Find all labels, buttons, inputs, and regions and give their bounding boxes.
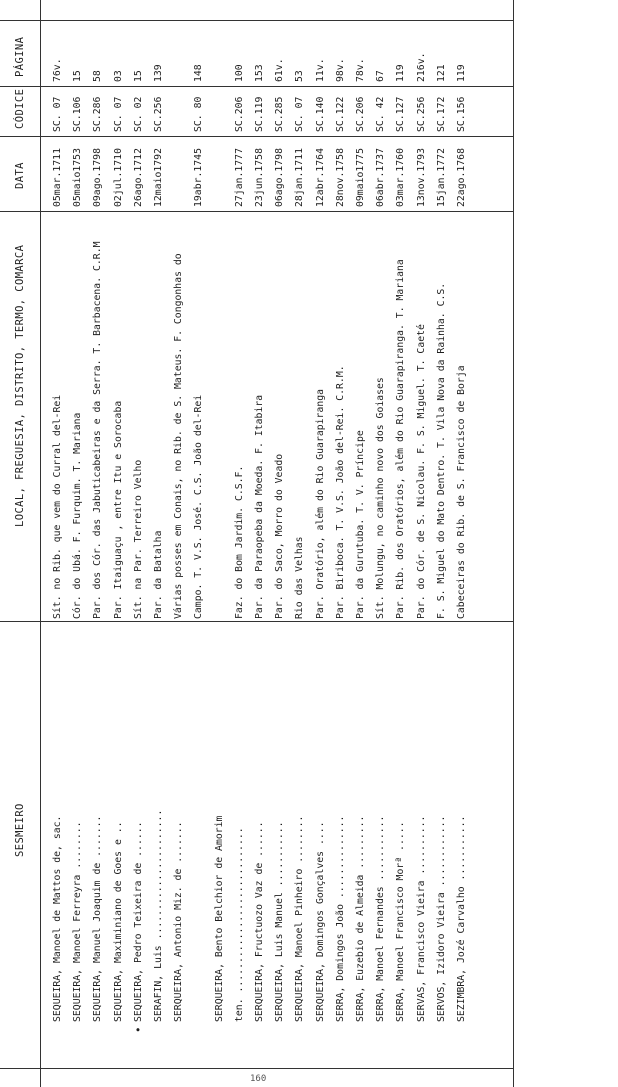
table-row <box>68 0 88 1087</box>
cell-codice <box>169 84 189 132</box>
cell-local: Par. Itaiguaçu , entre Itu e Sorocaba <box>112 400 124 619</box>
table-row <box>412 0 432 1087</box>
cell-local: Rio das Velhas <box>294 536 306 619</box>
cell-sesmeiro: SEZIMBRA, Jozé Carvalho ........... <box>456 815 467 1022</box>
cell-sesmeiro: SERQUEIRA, Domingos Gonçalves .... <box>314 821 326 1022</box>
cell-local: Par. do Cór. de S. Nicolau. F. S. Miguel. T. Caeté <box>415 324 427 619</box>
table-row <box>129 0 149 1087</box>
cell-codice: SC.122 <box>334 96 346 132</box>
cell-sesmeiro: SERVOS, Izidoro Vieira ............ <box>435 815 447 1022</box>
cell-codice: SC.156 <box>456 96 467 132</box>
table-row <box>189 0 209 1087</box>
cell-local: F. S. Miguel do Mato Dentro. T. Vila Nova da Rainha. C.S. <box>435 282 447 619</box>
table-row <box>270 0 290 1087</box>
cell-pagina: 61v. <box>274 58 286 82</box>
cell-sesmeiro: SEQUEIRA, Manoel de Mattos de, sac. <box>52 815 63 1022</box>
cell-codice: SC.106 <box>72 96 84 132</box>
cell-codice: SC.172 <box>435 96 447 132</box>
cell-codice: SC.119 <box>254 96 265 132</box>
cell-sesmeiro: SEQUEIRA, Manuel Joaquim de ....... <box>92 815 104 1022</box>
cell-codice: SC. 07 <box>52 96 63 132</box>
cell-codice: SC.206 <box>233 96 245 132</box>
cell-sesmeiro: SEQUEIRA, Maximiniano de Goes e .. <box>112 821 124 1022</box>
cell-local: Campo. T. V.S. José. C.S. João del-Rei <box>193 394 205 619</box>
cell-local: Par. dos Cór. das Jabuticabeiras e da Serra. T. Barbacena. C.R.M <box>92 241 104 619</box>
cell-local: Faz. do Bom Jardim. C.S.F. <box>233 465 245 619</box>
cell-local: Par. da Batalha <box>153 530 164 619</box>
table-row <box>210 0 230 1087</box>
cell-local: Sít. Molungu, no caminho novo dos Goiases <box>375 377 387 619</box>
cell-sesmeiro: SEQUEIRA, Manoel Ferreyra ........ <box>72 821 84 1022</box>
cell-sesmeiro: ten. ............................ <box>233 827 245 1022</box>
table-start-border <box>0 1068 514 1069</box>
cell-local: Sít. na Par. Terreiro Velho <box>132 459 144 619</box>
header-pagina: PÁGINA <box>14 36 26 77</box>
table-end-border <box>0 20 514 21</box>
cell-codice: SC.206 <box>355 96 366 132</box>
cell-data: 19abr.1745 <box>193 148 205 207</box>
cell-data: 22ago.1768 <box>456 148 467 207</box>
table-row <box>169 0 189 1087</box>
cell-data <box>169 135 189 207</box>
cell-sesmeiro: SERQUEIRA, Manoel Pinheiro ........ <box>294 815 306 1022</box>
cell-data: 09maio1775 <box>355 148 366 207</box>
header-local: LOCAL, FREGUESIA, DISTRITO, TERMO, COMARCA <box>14 244 26 527</box>
header-separator <box>40 21 41 1087</box>
cell-pagina: 15 <box>132 70 144 82</box>
cell-local: Par. Biriboca. T. V.S. João del-Rei. C.R.M. <box>334 365 346 619</box>
cell-local: Par. do Saco, Morro do Veado <box>274 453 286 619</box>
table-bottom-border <box>513 0 514 1087</box>
table-row <box>452 0 472 1087</box>
local-data-divider <box>0 211 514 212</box>
cell-codice: SC. 80 <box>193 96 205 132</box>
cell-pagina: 216v. <box>415 52 427 82</box>
table-row <box>109 0 129 1087</box>
table-row <box>230 0 250 1087</box>
cell-codice: SC.140 <box>314 96 326 132</box>
cell-pagina <box>210 27 230 82</box>
cell-sesmeiro: SERVAS, Francisco Vieira .......... <box>415 815 427 1022</box>
cell-pagina: 98v. <box>334 58 346 82</box>
cell-sesmeiro: SERAFIN, Luis ...................... <box>153 809 164 1022</box>
cell-data: 06ago.1798 <box>274 148 286 207</box>
cell-codice: SC.286 <box>92 96 104 132</box>
cell-sesmeiro: SERQUEIRA, Fructuozo Vaz de ...... <box>254 821 265 1022</box>
cell-local: Par. Oratório, além do Rio Guarapiranga <box>314 388 326 619</box>
cell-data: 09ago.1798 <box>92 148 104 207</box>
cell-codice: SC. 07 <box>294 96 306 132</box>
cell-sesmeiro: SERRA, Domingos João .............. <box>334 815 346 1022</box>
cell-codice: SC.127 <box>395 96 407 132</box>
cell-data: 26ago.1712 <box>132 148 144 207</box>
cell-sesmeiro: SEQUEIRA, Pedro Teixeira de ...... <box>132 821 144 1022</box>
cell-local: Sít. no Rib. que vem do Curral del-Rei <box>52 394 63 619</box>
cell-data: 13nov.1793 <box>415 148 427 207</box>
cell-pagina: 119 <box>456 64 467 82</box>
bullet-mark-icon: • <box>131 1026 145 1033</box>
cell-data: 28jan.1711 <box>294 148 306 207</box>
cell-data: 03mar.1760 <box>395 148 407 207</box>
cell-local: Várias posses em Conais, no Rib. de S. Mateus. F. Congonhas do <box>173 253 185 619</box>
cell-local <box>210 214 230 619</box>
cell-local: Par. da Paraopeba da Moeda. F. Itabira <box>254 394 265 619</box>
cell-codice: SC.256 <box>415 96 427 132</box>
cell-data: 15jan.1772 <box>435 148 447 207</box>
cell-pagina: 53 <box>294 70 306 82</box>
cell-local: Cabeceiras do Rib. de S. Francisco de Borja <box>456 365 467 619</box>
table-row <box>88 0 108 1087</box>
cell-data: 12maio1792 <box>153 148 164 207</box>
table-row <box>311 0 331 1087</box>
table-row <box>331 0 351 1087</box>
cell-pagina: 139 <box>153 64 164 82</box>
cell-sesmeiro: SERRA, Euzebio de Almeida ......... <box>355 815 366 1022</box>
cell-pagina: 67 <box>375 70 387 82</box>
cell-pagina: 78v. <box>355 58 366 82</box>
cell-local: Cór. do Ubá. F. Furquim. T. Mariana <box>72 412 84 619</box>
table-row <box>48 0 68 1087</box>
cell-pagina: 100 <box>233 64 245 82</box>
cell-data: 23jun.1758 <box>254 148 265 207</box>
page-number: 160 <box>250 1074 267 1084</box>
cell-sesmeiro: SERQUEIRA, Luis Manuel ........... <box>274 821 286 1022</box>
table-row <box>432 0 452 1087</box>
cell-data: 27jan.1777 <box>233 148 245 207</box>
cell-data: 28nov.1758 <box>334 148 346 207</box>
cell-data: 12abr.1764 <box>314 148 326 207</box>
cell-pagina: 03 <box>112 70 124 82</box>
codice-pagina-divider <box>0 86 514 87</box>
cell-local: Par. Rib. dos Oratórios, além do Rio Guarapiranga. T. Mariana <box>395 259 407 619</box>
header-codice: CÓDICE <box>14 88 26 129</box>
cell-data: 05maio1753 <box>72 148 84 207</box>
table-row <box>351 0 371 1087</box>
header-sesmeiro: SESMEIRO <box>14 803 26 857</box>
cell-data <box>210 135 230 207</box>
cell-data: 05mar.1711 <box>52 148 63 207</box>
cell-sesmeiro: SERQUEIRA, Antonio Miz. de ....... <box>173 821 185 1022</box>
cell-codice: SC.285 <box>274 96 286 132</box>
cell-sesmeiro <box>189 622 209 1022</box>
cell-pagina: 58 <box>92 70 104 82</box>
cell-pagina <box>169 27 189 82</box>
table-row <box>371 0 391 1087</box>
data-codice-divider <box>0 136 514 137</box>
table-row <box>250 0 270 1087</box>
cell-codice: SC. 02 <box>132 96 144 132</box>
cell-codice: SC. 07 <box>112 96 124 132</box>
sesmeiro-local-divider <box>0 621 514 622</box>
cell-data: 02jul.1710 <box>112 148 124 207</box>
cell-pagina: 148 <box>193 64 205 82</box>
cell-pagina: 153 <box>254 64 265 82</box>
cell-sesmeiro: SERRA, Manoel Fernandes ........... <box>375 815 387 1022</box>
table-row <box>391 0 411 1087</box>
cell-sesmeiro: SERRA, Manoel Francisco Morª ..... <box>395 821 407 1022</box>
table-row <box>149 0 169 1087</box>
cell-pagina: 121 <box>435 64 447 82</box>
cell-data: 06abr.1737 <box>375 148 387 207</box>
cell-codice: SC.256 <box>153 96 164 132</box>
cell-pagina: 15 <box>72 70 84 82</box>
cell-local: Par. da Gurutuba. T. V. Príncipe <box>355 430 366 619</box>
cell-pagina: 119 <box>395 64 407 82</box>
cell-pagina: 76v. <box>52 58 63 82</box>
header-data: DATA <box>14 162 26 189</box>
cell-codice <box>210 84 230 132</box>
cell-sesmeiro: SERQUEIRA, Bento Belchior de Amorim <box>213 815 225 1022</box>
table-row <box>290 0 310 1087</box>
cell-codice: SC. 42 <box>375 96 387 132</box>
cell-pagina: 11v. <box>314 58 326 82</box>
